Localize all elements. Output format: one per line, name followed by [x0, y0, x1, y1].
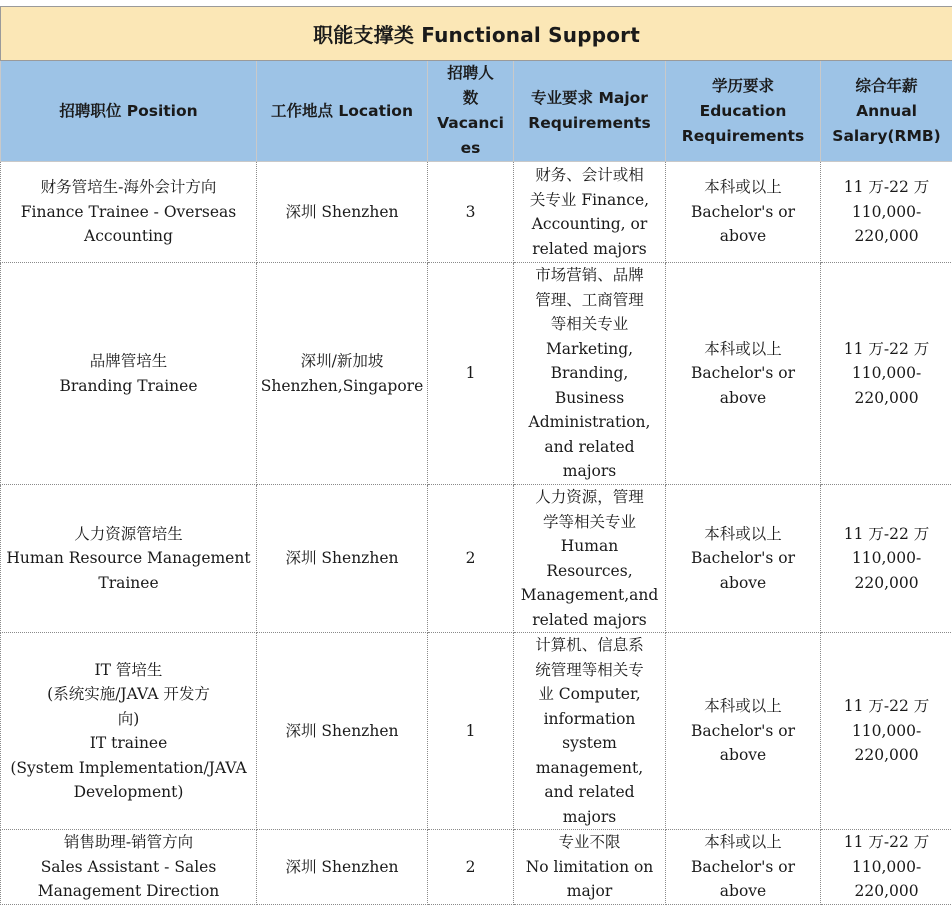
education-line: Bachelor's or: [666, 361, 820, 386]
major-line: related majors: [514, 608, 665, 633]
education-line: above: [666, 571, 820, 596]
education-line: Bachelor's or: [666, 546, 820, 571]
major-line: 专业不限: [514, 830, 665, 855]
cell-major: [514, 633, 666, 830]
position-line: Accounting: [1, 224, 256, 249]
cell-vacancies: 1: [428, 633, 514, 830]
header-location-line: 工作地点 Location: [257, 99, 427, 124]
header-vacancies-line: 招聘人: [428, 61, 513, 86]
header-education-line: Requirements: [666, 124, 820, 149]
position-line: IT 管培生: [1, 658, 256, 683]
education-line: above: [666, 879, 820, 904]
salary-line: 110,000-: [821, 855, 952, 880]
position-line: 人力资源管培生: [1, 522, 256, 547]
position-line: IT trainee: [1, 731, 256, 756]
education-line: Bachelor's or: [666, 200, 820, 225]
header-vacancies: [428, 61, 514, 162]
header-major-line: 专业要求 Major: [514, 86, 665, 111]
header-major: [514, 61, 666, 162]
major-line: 财务、会计或相: [514, 163, 665, 188]
major-line: 人力资源，管理: [514, 485, 665, 510]
functional-support-table: [0, 6, 952, 905]
major-line: 关专业 Finance,: [514, 188, 665, 213]
cell-salary: [821, 162, 952, 263]
education-line: 本科或以上: [666, 522, 820, 547]
cell-location: [257, 830, 428, 905]
major-line: and related: [514, 780, 665, 805]
major-line: No limitation on: [514, 855, 665, 880]
cell-position: [1, 830, 257, 905]
header-education-line: 学历要求: [666, 74, 820, 99]
position-line: Sales Assistant - Sales: [1, 855, 256, 880]
header-location: [257, 61, 428, 162]
cell-salary: [821, 485, 952, 633]
position-line: 品牌管培生: [1, 349, 256, 374]
education-line: Bachelor's or: [666, 719, 820, 744]
position-line: Management Direction: [1, 879, 256, 904]
major-line: 学等相关专业: [514, 510, 665, 535]
cell-position: [1, 162, 257, 263]
major-line: Administration,: [514, 410, 665, 435]
location-line: 深圳 Shenzhen: [257, 546, 427, 571]
major-line: management,: [514, 756, 665, 781]
location-line: 深圳 Shenzhen: [257, 200, 427, 225]
header-vacancies-line: Vacanci: [428, 111, 513, 136]
salary-line: 11 万-22 万: [821, 522, 952, 547]
header-salary-line: 综合年薪: [821, 74, 952, 99]
major-line: 市场营销、品牌: [514, 263, 665, 288]
education-line: 本科或以上: [666, 175, 820, 200]
major-line: related majors: [514, 237, 665, 262]
major-line: majors: [514, 459, 665, 484]
education-line: 本科或以上: [666, 337, 820, 362]
position-line: Finance Trainee - Overseas: [1, 200, 256, 225]
table-row: [1, 633, 952, 830]
cell-education: [666, 633, 821, 830]
table-row: [1, 485, 952, 633]
cell-position: [1, 263, 257, 485]
major-line: 计算机、信息系: [514, 633, 665, 658]
location-line: 深圳 Shenzhen: [257, 855, 427, 880]
cell-salary: [821, 633, 952, 830]
cell-vacancies: 2: [428, 485, 514, 633]
header-vacancies-line: 数: [428, 86, 513, 111]
table-row: [1, 263, 952, 485]
cell-vacancies: 2: [428, 830, 514, 905]
table-row: [1, 830, 952, 905]
cell-education: [666, 263, 821, 485]
header-position-line: 招聘职位 Position: [1, 99, 256, 124]
salary-line: 11 万-22 万: [821, 175, 952, 200]
education-line: Bachelor's or: [666, 855, 820, 880]
salary-line: 220,000: [821, 571, 952, 596]
cell-education: [666, 485, 821, 633]
major-line: system: [514, 731, 665, 756]
salary-line: 220,000: [821, 743, 952, 768]
salary-line: 220,000: [821, 386, 952, 411]
cell-location: [257, 633, 428, 830]
cell-vacancies: 3: [428, 162, 514, 263]
major-line: 统管理等相关专: [514, 658, 665, 683]
cell-location: [257, 263, 428, 485]
position-line: 财务管培生-海外会计方向: [1, 175, 256, 200]
salary-line: 110,000-: [821, 546, 952, 571]
major-line: Accounting, or: [514, 212, 665, 237]
salary-line: 11 万-22 万: [821, 830, 952, 855]
header-major-line: Requirements: [514, 111, 665, 136]
salary-line: 110,000-: [821, 361, 952, 386]
header-position: [1, 61, 257, 162]
major-line: and related: [514, 435, 665, 460]
cell-major: [514, 263, 666, 485]
salary-line: 11 万-22 万: [821, 337, 952, 362]
cell-salary: [821, 830, 952, 905]
education-line: 本科或以上: [666, 694, 820, 719]
cell-major: [514, 162, 666, 263]
major-line: 等相关专业: [514, 312, 665, 337]
major-line: major: [514, 879, 665, 904]
major-line: Resources,: [514, 559, 665, 584]
education-line: 本科或以上: [666, 830, 820, 855]
major-line: Branding,: [514, 361, 665, 386]
major-line: 业 Computer,: [514, 682, 665, 707]
major-line: majors: [514, 805, 665, 830]
header-salary-line: Annual: [821, 99, 952, 124]
cell-position: [1, 485, 257, 633]
table-row: [1, 162, 952, 263]
cell-major: [514, 830, 666, 905]
major-line: 管理、工商管理: [514, 288, 665, 313]
cell-education: [666, 830, 821, 905]
salary-line: 220,000: [821, 224, 952, 249]
cell-education: [666, 162, 821, 263]
position-line: (系统实施/JAVA 开发方: [1, 682, 256, 707]
education-line: above: [666, 224, 820, 249]
position-line: Human Resource Management: [1, 546, 256, 571]
cell-position: [1, 633, 257, 830]
major-line: Human: [514, 534, 665, 559]
cell-location: [257, 162, 428, 263]
salary-line: 220,000: [821, 879, 952, 904]
location-line: 深圳 Shenzhen: [257, 719, 427, 744]
position-line: Branding Trainee: [1, 374, 256, 399]
major-line: Marketing,: [514, 337, 665, 362]
major-line: Management,and: [514, 583, 665, 608]
education-line: above: [666, 743, 820, 768]
header-education-line: Education: [666, 99, 820, 124]
header-row: [1, 61, 952, 162]
cell-salary: [821, 263, 952, 485]
major-line: Business: [514, 386, 665, 411]
position-line: Development): [1, 780, 256, 805]
education-line: above: [666, 386, 820, 411]
salary-line: 11 万-22 万: [821, 694, 952, 719]
header-education: [666, 61, 821, 162]
cell-location: [257, 485, 428, 633]
location-line: Shenzhen,Singapore: [257, 374, 427, 399]
header-salary-line: Salary(RMB): [821, 124, 952, 149]
position-line: Trainee: [1, 571, 256, 596]
position-line: 向): [1, 707, 256, 732]
position-line: 销售助理-销管方向: [1, 830, 256, 855]
salary-line: 110,000-: [821, 200, 952, 225]
major-line: information: [514, 707, 665, 732]
salary-line: 110,000-: [821, 719, 952, 744]
location-line: 深圳/新加坡: [257, 349, 427, 374]
cell-major: [514, 485, 666, 633]
table-title: 职能支撑类 Functional Support: [1, 7, 952, 61]
position-line: (System Implementation/JAVA: [1, 756, 256, 781]
header-salary: [821, 61, 952, 162]
header-vacancies-line: es: [428, 136, 513, 161]
cell-vacancies: 1: [428, 263, 514, 485]
